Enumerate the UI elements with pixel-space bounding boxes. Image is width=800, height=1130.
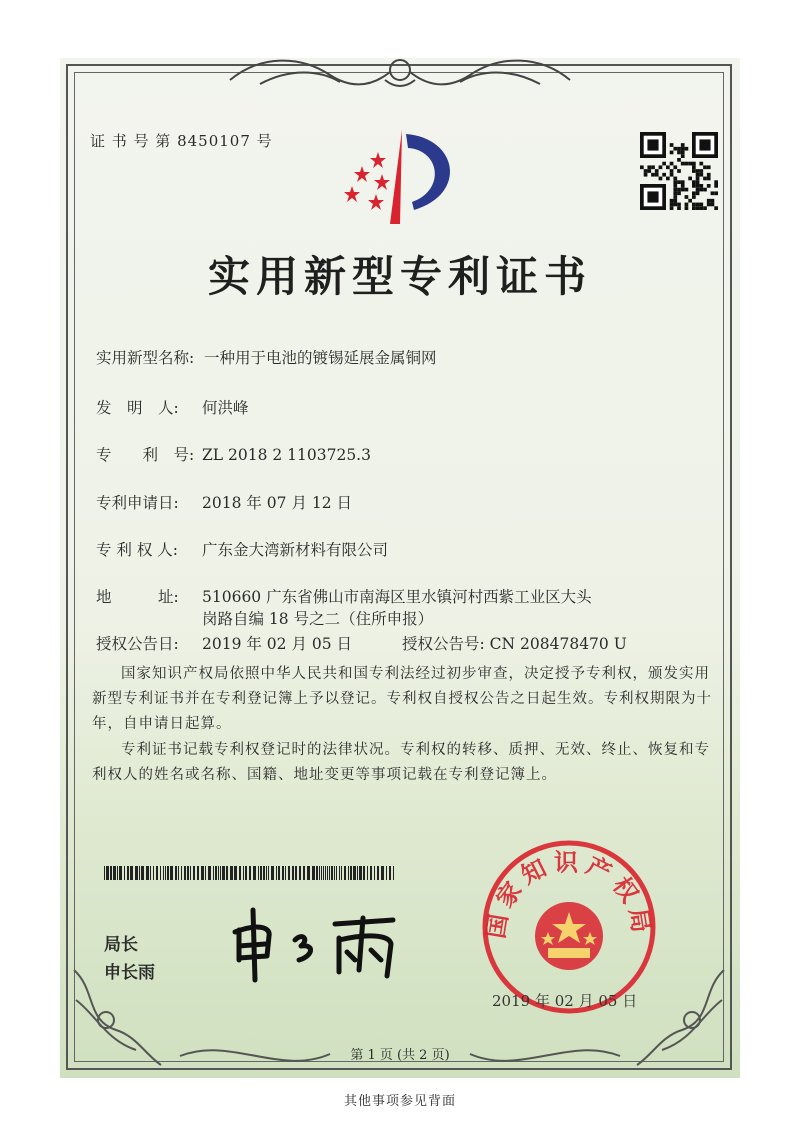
certificate-number: 证 书 号 第 8450107 号 — [90, 132, 273, 150]
field-name-value: 一种用于电池的镀锡延展金属铜网 — [204, 349, 437, 367]
qr-code — [640, 132, 718, 210]
body-paragraph-2: 专利证书记载专利权登记时的法律状况。专利权的转移、质押、无效、终止、恢复和专利权人的姓名或名称、国籍、地址变更等事项记载在专利登记簿上。 — [92, 742, 710, 783]
signatory-name: 申长雨 — [104, 963, 155, 983]
field-inventor — [96, 396, 249, 418]
field-name-label: 实用新型名称: — [96, 349, 195, 367]
field-address-label: 地 址: — [96, 588, 179, 606]
field-application-date-value: 2018 年 07 月 12 日 — [202, 494, 353, 512]
top-ornament — [220, 50, 580, 94]
handwritten-signature — [225, 900, 405, 990]
field-grant-date — [96, 632, 352, 654]
field-grant-date-value: 2019 年 02 月 05 日 — [202, 635, 353, 653]
field-patent-no-label: 专 利 号: — [96, 446, 195, 464]
certificate-title: 实用新型专利证书 — [207, 252, 592, 301]
field-application-date-label: 专利申请日: — [96, 494, 179, 512]
barcode — [104, 866, 394, 880]
footer-note: 其他事项参见背面 — [343, 1094, 456, 1109]
field-name — [96, 346, 437, 368]
field-patent-no — [96, 443, 371, 465]
field-grant-no-label: 授权公告号: — [402, 635, 485, 653]
seal-text: 国家知识产权局 — [481, 848, 657, 941]
page-number: 第 1 页 (共 2 页) — [350, 1048, 450, 1063]
cnipa-logo-icon — [338, 124, 468, 228]
field-address-line2: 岗路自编 18 号之二（住所申报） — [202, 610, 434, 628]
field-address-line1: 510660 广东省佛山市南海区里水镇河村西紫工业区大头 — [202, 588, 592, 606]
field-grant-no — [402, 632, 627, 654]
field-holder-value: 广东金大湾新材料有限公司 — [202, 541, 389, 559]
signatory-title: 局长 — [104, 935, 138, 955]
field-holder — [96, 538, 388, 560]
field-holder-label: 专 利 权 人: — [96, 541, 179, 559]
field-inventor-value: 何洪峰 — [202, 399, 249, 417]
field-inventor-label: 发 明 人: — [96, 399, 179, 417]
body-paragraph-1: 国家知识产权局依照中华人民共和国专利法经过初步审查，决定授予专利权，颁发实用新型专利证书并在专利登记簿上予以登记。专利权自授权公告之日起生效。专利权期限为十年，自申请日起算。 — [92, 666, 712, 732]
field-application-date — [96, 491, 352, 513]
field-address — [96, 585, 592, 607]
field-grant-date-label: 授权公告日: — [96, 635, 179, 653]
field-patent-no-value: ZL 2018 2 1103725.3 — [202, 446, 371, 464]
seal-date: 2019 年 02 月 05 日 — [492, 992, 638, 1010]
field-grant-no-value: CN 208478470 U — [489, 635, 627, 653]
